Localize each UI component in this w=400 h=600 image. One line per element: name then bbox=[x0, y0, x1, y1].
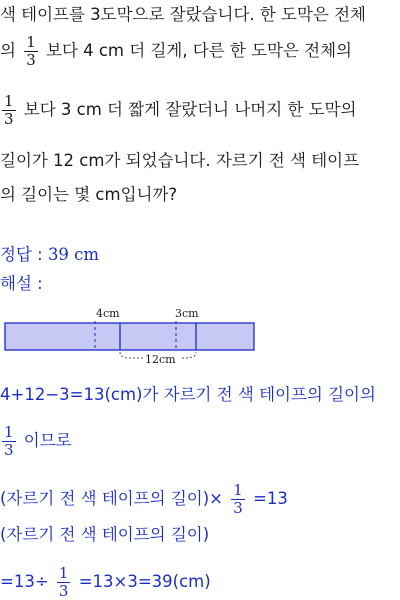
explanation-line-2 bbox=[0, 424, 72, 459]
fraction-one-third bbox=[24, 34, 38, 69]
explanation-line-3 bbox=[0, 482, 288, 517]
question-line-1: 색 테이프를 3도막으로 잘랐습니다. 한 도막은 전체 bbox=[0, 5, 366, 24]
fraction-one-third bbox=[231, 482, 245, 517]
explanation-line-3-suffix: =13 bbox=[253, 489, 288, 508]
fraction-one-third bbox=[57, 565, 71, 600]
explanation-line-5 bbox=[0, 565, 211, 600]
label-3cm: 3cm bbox=[175, 307, 199, 320]
question-line-3 bbox=[0, 93, 356, 128]
fraction-one-third bbox=[2, 424, 16, 459]
explanation-line-3-prefix: (자르기 전 색 테이프의 길이)× bbox=[0, 489, 224, 508]
fraction-denominator: 3 bbox=[4, 441, 14, 459]
fraction-numerator: 1 bbox=[58, 564, 69, 582]
answer-value: 39 cm bbox=[47, 245, 100, 264]
explanation-line-4: (자르기 전 색 테이프의 길이) bbox=[0, 525, 210, 544]
fraction-denominator: 3 bbox=[4, 110, 14, 128]
explanation-label: 해설 : bbox=[0, 274, 43, 293]
explanation-line-5-suffix: =13×3=39(cm) bbox=[78, 572, 211, 591]
question-line-5: 의 길이는 몇 cm입니까? bbox=[0, 185, 178, 204]
question-line-2 bbox=[0, 34, 352, 69]
explanation-line-2-suffix: 이므로 bbox=[23, 431, 72, 450]
tape-diagram bbox=[0, 305, 400, 367]
question-line-2-suffix: 보다 4 cm 더 길게, 다른 한 도막은 전체의 bbox=[46, 41, 352, 60]
explanation-line-1: 4+12−3=13(cm)가 자르기 전 색 테이프의 길이의 bbox=[0, 385, 376, 404]
label-4cm: 4cm bbox=[96, 307, 120, 320]
fraction-denominator: 3 bbox=[58, 582, 69, 600]
fraction-one-third bbox=[2, 93, 16, 128]
label-12cm: 12cm bbox=[145, 353, 176, 366]
tape-bar bbox=[5, 323, 254, 350]
answer-label: 정답 : bbox=[0, 245, 48, 264]
fraction-numerator: 1 bbox=[233, 481, 243, 499]
question-line-4: 길이가 12 cm가 되었습니다. 자르기 전 색 테이프 bbox=[0, 151, 360, 170]
answer-line bbox=[0, 244, 99, 266]
fraction-numerator: 1 bbox=[4, 423, 14, 441]
fraction-denominator: 3 bbox=[26, 51, 36, 69]
question-line-3-suffix: 보다 3 cm 더 짧게 잘랐더니 나머지 한 도막의 bbox=[23, 100, 357, 119]
fraction-numerator: 1 bbox=[4, 92, 14, 110]
explanation-line-5-prefix: =13÷ bbox=[0, 572, 49, 591]
question-line-2-prefix: 의 bbox=[0, 41, 16, 60]
fraction-numerator: 1 bbox=[26, 33, 36, 51]
fraction-denominator: 3 bbox=[233, 499, 243, 517]
